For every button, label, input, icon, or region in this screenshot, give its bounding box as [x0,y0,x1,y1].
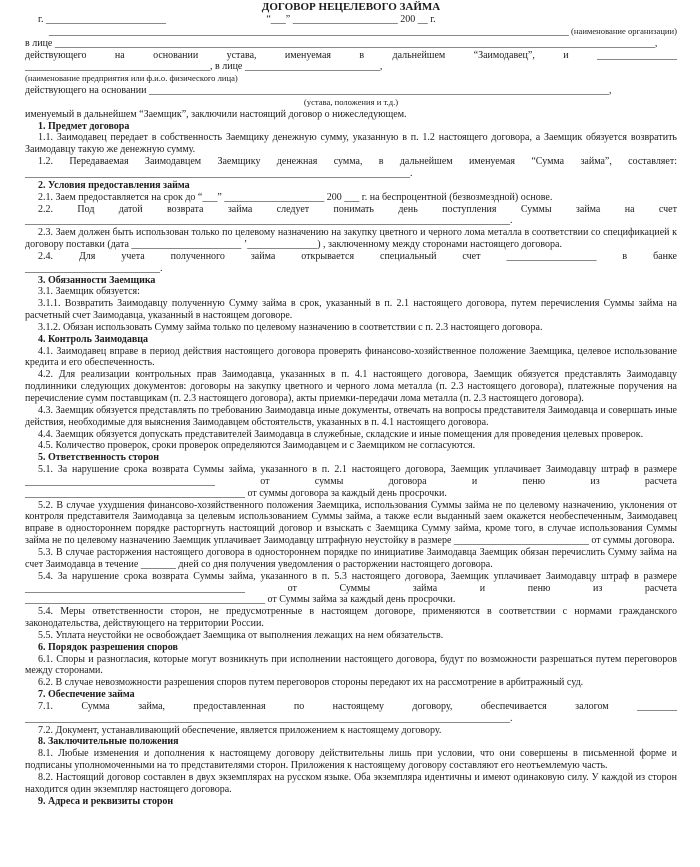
paragraph: 3.1. Заемщик обязуется: [38,286,140,298]
paragraph: 5.4. Меры ответственности сторон, не предусмотренные в настоящем договоре, применяются в соответствии с нормами гражданского законодательства, действующего на территории России. [25,606,677,630]
field-caption: (наименование предприятия или ф.и.о. физического лица) [25,73,238,84]
form-line: именуемый в дальнейшем “Заемщик”, заключили настоящий договор о нижеследующем. [25,108,407,120]
section-heading: 2. Условия предоставления займа [38,179,190,191]
intro-line: действующего на основании устава, именуемая в дальнейшем “Заимодавец”, и ________________ [25,49,677,61]
blank-continuation-line: ________________________________________________ от Суммы займа за каждый день просрочки. [25,594,456,606]
paragraph: 2.1. Заем предоставляется на срок до “___” ____________________ 200 ___ г. на беспроцентной (безвозмездной) основе. [38,191,553,203]
section-heading: 7. Обеспечение займа [38,689,135,701]
org-caption: (наименование организации) [568,25,677,36]
paragraph: 4.2. Для реализации контрольных прав Заимодавца, указанных в п. 4.1 настоящего договора, Заемщик обязуется представлять Заимодавцу подлинники следующих документов: договоры на закупку цветного и черного лома металла (п. 2.3 настоящего договора), платежные поручения на перечисление сумм поставщикам (п. 2.3 настоящего договора), акты приемки-передачи лома металла (п. 2.3 настоящего договора). [25,369,677,404]
section-heading: 4. Контроль Заимодавца [38,333,149,345]
paragraph-with-blank: 7.1. Сумма займа, предоставленная по настоящему договору, обеспечивается залогом ________ [38,700,677,712]
city-field: г. ________________________ [38,14,166,25]
section-heading: 9. Адреса и реквизиты сторон [38,795,174,807]
paragraph: 6.1. Споры и разногласия, которые могут возникнуть при исполнении настоящего договора, будут по возможности разрешаться путем переговоров между сторонами. [25,653,677,677]
doc-title: ДОГОВОР НЕЦЕЛЕВОГО ЗАЙМА [261,1,441,13]
paragraph: 5.2. В случае ухудшения финансово-хозяйственного положения Заемщика, использования Суммы займа не по целевому назначению, уклонения от контроля представителя Заимодавца за целевым использованием Суммы займа, а также если выданный заем окажется необеспеченным, Заимодавец вправе в одностороннем порядке расторгнуть настоящий договор и взыскать с Заемщика Сумму займа, кроме того, в случае использования Суммы займа не по целевому назначению Заемщик уплачивает Заимодавцу штрафную неустойку в размере ___________________________ от суммы договора. [25,499,677,547]
paragraph-with-blank: 2.4. Для учета полученного займа открывается специальный счет __________________ в банке [38,250,677,262]
paragraph: 4.4. Заемщик обязуется допускать представителей Заимодавца в служебные, складские и иные помещения для проведения целевых проверок. [38,428,644,440]
section-heading: 6. Порядок разрешения споров [38,641,178,653]
field-caption: (устава, положения и т.д.) [303,96,399,107]
blank-continuation-line: _________________________________________________________________________________________________. [25,712,513,724]
paragraph: 5.3. В случае расторжения настоящего договора в одностороннем порядке по инициативе Заимодавца Заемщик обязан перечислить Сумму займа на счет Заимодавца в течение _______ дней со дня получения уведомления о расторжении настоящего договора. [25,546,677,570]
paragraph: 1.2. Передаваемая Заимодавцем Заемщику денежная сумма, в дальнейшем именуемая “Сумма займа”, составляет: _____________________________________________________________________________. [25,156,677,179]
date-line-spacer [436,14,677,26]
paragraph: 4.3. Заемщик обязуется представлять по требованию Заимодавца иные документы, отвечать на вопросы представителя Заимодавца и совершать иные действия, необходимые для выяснения Заимодавцем обстоятельств, указанных в п. 4.1 настоящего договора. [25,404,677,428]
org-blank-field: ________________________________________________________________________________________________________ [48,25,569,37]
org-name-line [25,26,677,38]
paragraph-with-blank: 5.1. За нарушение срока возврата Суммы займа, указанного в п. 2.1 настоящего договора, Заемщик уплачивает Заимодавцу штраф в размере ______________________________________ от суммы договора и пеню из расчета [25,464,677,487]
paragraph: 1.1. Заимодавец передает в собственность Заемщику денежную сумму, указанную в п. 1.2 настоящего договора, а Заемщик обязуется возвратить Заимодавцу такую же денежную сумму. [25,132,677,156]
section-heading: 8. Заключительные положения [38,736,179,748]
paragraph: 8.1. Любые изменения и дополнения к настоящему договору действительны лишь при условии, что они совершены в письменной форме и подписаны уполномоченными на то представителями сторон. Приложения к настоящему договору составляют его неотъемлемую часть. [25,748,677,772]
section-heading: 5. Ответственность сторон [38,452,159,464]
form-line: действующего на основании ____________________________________________________________________________________________, [25,85,612,97]
blank-continuation-line: ___________________________. [25,262,163,274]
date-line [25,14,677,26]
paragraph: 3.1.1. Возвратить Заимодавцу полученную Сумму займа в срок, указанный в п. 2.1 настоящего договора, путем перечисления Суммы займа на расчетный счет Заимодавца, указанный в настоящем договоре. [25,298,677,322]
paragraph: 5.5. Уплата неустойки не освобождает Заемщика от выполнения лежащих на нем обязательств. [38,629,444,641]
paragraph: 4.1. Заимодавец вправе в период действия настоящего договора проверять финансово-хозяйственное положение Заемщика, целевое использование кредита и его обеспеченность. [25,345,677,369]
paragraph: 8.2. Настоящий договор составлен в двух экземплярах на русском языке. Оба экземпляра идентичны и имеют одинаковую силу. У каждой из сторон находится один экземпляр настоящего договора. [25,772,677,795]
date-field: “___” _____________________ 200 __ г. [266,14,436,25]
paragraph: 7.2. Документ, устанавливающий обеспечение, является приложением к настоящему договору. [38,724,442,736]
paragraph: 2.2. Под датой возврата займа следует понимать день поступления Суммы займа на счет _________________________________________________________________________________________________. [25,203,677,227]
blank-continuation-line: _____________________________________, в лице ___________________________, [25,61,383,73]
paragraph: 2.3. Заем должен быть использован только по целевому назначению на закупку цветного и черного лома металла в соответствии со спецификацией к договору поставки (дата ______________________ ’______________) , заключенному между сторонами настоящего договора. [25,227,677,251]
paragraph-with-blank: 5.4. За нарушение срока возврата Суммы займа, указанного в п. 5.3 настоящего договора, Заемщик уплачивает Заимодавцу штраф в размере ____________________________________________ от Суммы займа и пеню из расчета [25,570,677,594]
form-line: в лице ________________________________________________________________________________________________________________________, [25,37,658,49]
paragraph: 4.5. Количество проверок, сроки проверок определяются Заимодавцем и с Заемщиком не согласуются. [38,440,476,452]
blank-continuation-line: ____________________________________________ от суммы договора за каждый день просрочки. [25,487,447,499]
section-heading: 3. Обязанности Заемщика [38,274,156,286]
paragraph: 6.2. В случае невозможности разрешения споров путем переговоров стороны передают их на рассмотрение в арбитражный суд. [38,677,584,689]
paragraph: 3.1.2. Обязан использовать Сумму займа только по целевому назначению в соответствии с п. 2.3 настоящего договора. [38,321,543,333]
section-heading: 1. Предмет договора [38,120,130,132]
